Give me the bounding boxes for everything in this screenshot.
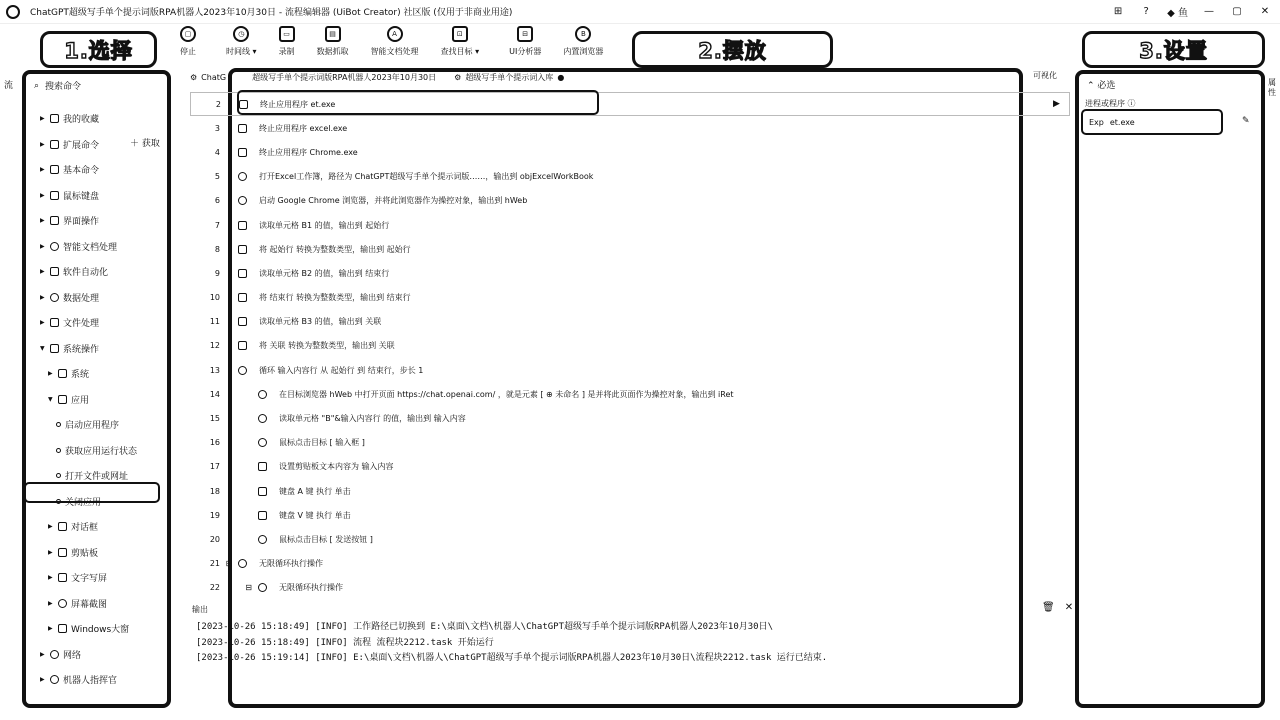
left-edge-label[interactable]: 流 (4, 81, 14, 91)
command-dot-icon (56, 422, 61, 427)
tree-item-app-status[interactable] (30, 438, 166, 464)
run-step-icon[interactable]: ▶ (1053, 99, 1060, 109)
infinite-loop-icon (258, 583, 267, 592)
tree-item-windows[interactable] (30, 616, 166, 642)
stop-button[interactable] (180, 26, 196, 57)
record-button[interactable] (279, 26, 295, 57)
cell-read-icon (238, 269, 247, 278)
properties-side-tab[interactable]: 属性 (1268, 78, 1276, 97)
step-text: 打开Excel工作簿，路径为 ChatGPT超级写手单个提示词版……，输出到 objExcelWorkBook (259, 172, 594, 182)
line-number: 10 (209, 293, 220, 303)
record-icon: ▭ (279, 26, 295, 42)
step-text: 将 起始行 转换为整数类型，输出到 起始行 (259, 244, 411, 254)
line-number: 18 (209, 486, 220, 496)
tree-item-idp[interactable] (30, 234, 166, 260)
tree-item-label: 扩展命令 (63, 140, 100, 151)
idp-tree-icon (50, 242, 59, 251)
line-number: 22 (209, 583, 220, 593)
tree-item-commander[interactable] (30, 667, 166, 693)
cell-read-icon (238, 317, 247, 326)
user-menu[interactable]: ◆ 鱼 (1167, 8, 1188, 19)
dialog-icon (58, 522, 67, 531)
tree-item-label: 文字写屏 (71, 574, 108, 585)
keyboard-icon (258, 487, 267, 496)
line-number: 7 (214, 220, 220, 230)
process-field-value: et.exe (1109, 117, 1135, 127)
browser-icon: B (575, 26, 591, 42)
step-text: 将 关联 转换为整数类型，输出到 关联 (259, 341, 395, 351)
tree-item-favorites[interactable] (30, 106, 166, 132)
expand-icon: ▶ (40, 242, 45, 250)
step-row[interactable] (190, 165, 1070, 189)
tree-item-ui-ops[interactable] (30, 208, 166, 234)
edit-icon[interactable]: ✎ (1242, 116, 1250, 126)
tree-item-label: 鼠标键盘 (63, 191, 100, 202)
line-number: 13 (209, 365, 220, 375)
timeline-button[interactable] (226, 26, 257, 57)
step-text: 鼠标点击目标 [ 输入框 ] (279, 438, 365, 448)
apps-icon (58, 395, 67, 404)
line-number: 19 (209, 510, 220, 520)
line-number: 5 (214, 172, 220, 182)
find-target-label: 查找目标 ▾ (440, 47, 480, 56)
step-text: 无限循环执行操作 (279, 583, 343, 593)
screenshot-icon (58, 599, 67, 608)
tree-item-label: 应用 (71, 395, 90, 406)
data-icon (50, 293, 59, 302)
ui-ops-icon (50, 216, 59, 225)
line-number: 3 (214, 123, 220, 133)
step-text: 启动 Google Chrome 浏览器，并将此浏览器作为操控对象，输出到 hWeb (259, 196, 528, 206)
step-row[interactable] (190, 431, 1070, 455)
expand-icon: ▶ (40, 268, 45, 276)
step-row[interactable] (190, 358, 1070, 382)
tab-flow[interactable] (190, 73, 226, 82)
step-text: 键盘 V 键 执行 单击 (279, 510, 351, 520)
line-number: 2 (215, 99, 221, 109)
tab-flow-label: ChatG (201, 72, 227, 82)
editor-tabs (190, 70, 1070, 84)
tree-item-label: 界面操作 (63, 217, 100, 228)
idp-label: 智能文档处理 (370, 47, 419, 56)
clock-icon: ◷ (233, 26, 249, 42)
step-text: 将 结束行 转换为整数类型，输出到 结束行 (259, 293, 411, 303)
network-icon (50, 650, 59, 659)
browser-open-icon (258, 390, 267, 399)
visual-view-label: 可视化 (1033, 71, 1057, 80)
get-more-link[interactable]: ＋ 获取 (130, 139, 160, 149)
tree-item-label: 网络 (63, 650, 82, 661)
block-icon: ⚙ (454, 72, 462, 82)
line-number: 8 (214, 244, 220, 254)
line-number: 17 (209, 462, 220, 472)
step-row[interactable] (190, 213, 1070, 237)
tree-item-dialog[interactable] (30, 514, 166, 540)
close-button[interactable]: ✕ (1260, 6, 1270, 17)
window-controls (1111, 4, 1272, 19)
tree-item-label: 系统操作 (63, 344, 100, 355)
tree-item-label: 关闭应用 (65, 497, 102, 508)
step-row[interactable] (190, 310, 1070, 334)
tree-item-label: 打开文件或网址 (65, 472, 129, 483)
line-number: 12 (209, 341, 220, 351)
trash-icon[interactable]: 🗑 (1042, 602, 1055, 613)
tree-item-screen-text[interactable] (30, 565, 166, 591)
properties-panel (1075, 70, 1265, 708)
step-row[interactable] (190, 286, 1070, 310)
tree-item-screenshot[interactable] (30, 591, 166, 617)
step-text: 无限循环执行操作 (259, 559, 323, 569)
system-sub-icon (58, 369, 67, 378)
line-number: 14 (209, 389, 220, 399)
search-icon: ⌕ (34, 80, 40, 91)
tree-item-network[interactable] (30, 642, 166, 668)
chrome-icon (238, 196, 247, 205)
line-number: 20 (209, 534, 220, 544)
builtin-browser-button[interactable] (563, 26, 603, 57)
ui-analyzer-icon: ⊟ (517, 26, 533, 42)
find-target-icon: ⊡ (452, 26, 468, 42)
flow-icon: ⚙ (190, 72, 198, 82)
windows-icon (58, 624, 67, 633)
convert-icon (238, 341, 247, 350)
step-marker-settings (1082, 31, 1265, 68)
screen-text-icon (58, 573, 67, 582)
stop-icon: ▢ (180, 26, 196, 42)
tree-item-label: 数据处理 (63, 293, 100, 304)
mouse-click-icon (258, 438, 267, 447)
output-title: 输出 (192, 605, 208, 614)
builtin-browser-label: 内置浏览器 (563, 47, 604, 56)
loop-icon (238, 366, 247, 375)
mouse-keyboard-icon (50, 191, 59, 200)
log-line: [2023-10-26 15:18:49] [INFO] 流程 流程块2212.task 开始运行 (196, 637, 494, 648)
line-number: 15 (209, 414, 220, 424)
data-scrape-label: 数据抓取 (316, 47, 349, 56)
tree-item-system-ops[interactable] (30, 336, 166, 362)
output-log (196, 620, 827, 667)
keyboard-icon (258, 511, 267, 520)
step-row[interactable] (190, 552, 1070, 576)
tree-item-launch-app[interactable] (30, 412, 166, 438)
terminate-app-icon (238, 148, 247, 157)
step-marker-place-text: 2.摆放 (698, 38, 767, 63)
cell-read-icon (258, 414, 267, 423)
tree-item-apps[interactable] (30, 387, 166, 413)
placed-step-highlight (237, 90, 599, 115)
expand-icon: ▶ (40, 650, 45, 658)
step-marker-select-text: 1.选择 (64, 38, 133, 63)
process-field-label: 进程或程序 ⓘ (1085, 99, 1136, 108)
timeline-label: 时间线 ▾ (226, 47, 257, 56)
line-number: 9 (214, 268, 220, 278)
collapse-block-icon[interactable]: ⊟ (245, 583, 252, 593)
tab-block-label: 超级写手单个提示词入库 (465, 72, 554, 82)
maximize-button[interactable]: ▢ (1232, 6, 1242, 17)
log-line: [2023-10-26 15:18:49] [INFO] 工作路径已切换到 E:\桌面\文档\机器人\ChatGPT超级写手单个提示词版RPA机器人2023年10月30日\ (196, 622, 774, 632)
get-more-label: 获取 (141, 139, 160, 149)
clipboard-icon (58, 548, 67, 557)
required-section-header[interactable]: ⌃ 必选 (1087, 81, 1116, 91)
commander-icon (50, 675, 59, 684)
step-row[interactable] (190, 189, 1070, 213)
visual-view-toggle[interactable] (1033, 70, 1057, 81)
step-row[interactable] (190, 455, 1070, 479)
step-row[interactable] (190, 406, 1070, 430)
step-marker-place (632, 31, 833, 68)
step-row[interactable] (190, 140, 1070, 164)
terminate-app-icon (238, 124, 247, 133)
idp-button[interactable] (371, 26, 419, 57)
data-scrape-button[interactable] (317, 26, 349, 57)
tree-item-label: 获取应用运行状态 (65, 446, 138, 457)
step-row[interactable] (190, 382, 1070, 406)
step-text: 循环 输入内容行 从 起始行 到 结束行，步长 1 (259, 365, 424, 375)
tree-item-label: 启动应用程序 (65, 421, 120, 432)
step-row[interactable] (190, 479, 1070, 503)
mouse-click-icon (258, 535, 267, 544)
expression-icon: Exp (1089, 117, 1104, 127)
step-text: 读取单元格 B2 的值，输出到 结束行 (259, 268, 390, 278)
command-dot-icon (56, 448, 61, 453)
collapse-icon: ▼ (40, 344, 45, 352)
step-text: 在目标浏览器 hWeb 中打开页面 https://chat.openai.com/ ，就是元素 [ ⊕ 未命名 ] 是并将此页面作为操控对象，输出到 iRet (279, 389, 734, 399)
command-search[interactable] (34, 79, 81, 92)
clipboard-set-icon (258, 462, 267, 471)
tree-item-files[interactable] (30, 310, 166, 336)
tree-item-label: 智能文档处理 (63, 242, 118, 253)
output-actions (1042, 602, 1073, 613)
expand-icon: ▶ (40, 191, 45, 199)
convert-icon (238, 293, 247, 302)
software-icon (50, 267, 59, 276)
expand-icon: ▶ (48, 523, 53, 531)
command-dot-icon (56, 473, 61, 478)
line-number: 4 (214, 147, 220, 157)
excel-icon (238, 172, 247, 181)
window-title: ChatGPT超级写手单个提示词版RPA机器人2023年10月30日 - 流程编辑器 (UiBot Creator) 社区版 (仅用于非商业用途) (30, 8, 513, 18)
log-line: [2023-10-26 15:19:14] [INFO] E:\桌面\文档\机器人\ChatGPT超级写手单个提示词版RPA机器人2023年10月30日\流程块2212.task 运行已结束. (196, 653, 828, 663)
tree-item-clipboard[interactable] (30, 540, 166, 566)
line-number: 16 (209, 438, 220, 448)
minimize-button[interactable]: — (1204, 6, 1214, 17)
system-icon (50, 344, 59, 353)
step-row[interactable] (190, 334, 1070, 358)
tree-item-mouse-keyboard[interactable] (30, 183, 166, 209)
close-tab-icon[interactable]: ● (557, 72, 565, 82)
expand-icon: ▶ (40, 319, 45, 327)
tree-item-extensions[interactable] (30, 132, 166, 158)
grid-icon[interactable]: ⊞ (1113, 6, 1123, 17)
step-text: 读取单元格 B3 的值，输出到 关联 (259, 317, 382, 327)
line-number: 6 (214, 196, 220, 206)
line-number: 21 (209, 559, 220, 569)
tree-item-label: 软件自动化 (63, 268, 109, 279)
expand-icon: ▶ (40, 166, 45, 174)
step-text: 终止应用程序 Chrome.exe (259, 147, 358, 157)
record-label: 录制 (278, 47, 295, 56)
step-row[interactable] (190, 576, 1070, 600)
convert-icon (238, 245, 247, 254)
expand-icon: ▶ (48, 370, 53, 378)
tree-item-label: 文件处理 (63, 319, 100, 330)
step-text: 读取单元格 "B"&输入内容行 的值，输出到 输入内容 (279, 414, 466, 424)
selected-command-highlight (24, 482, 160, 503)
collapse-block-icon[interactable]: ⊟ (225, 559, 233, 569)
tab-doc-label: 超级写手单个提示词版RPA机器人2023年10月30日 (252, 72, 437, 82)
extensions-icon (50, 140, 59, 149)
cell-read-icon (238, 221, 247, 230)
basic-icon (50, 165, 59, 174)
help-icon[interactable]: ? (1143, 6, 1149, 17)
step-marker-select (40, 31, 157, 68)
expand-icon: ▶ (48, 599, 53, 607)
expand-icon: ▶ (48, 625, 53, 633)
tree-item-label: 对话框 (71, 523, 99, 534)
expand-icon: ▶ (40, 217, 45, 225)
close-output-icon[interactable]: ✕ (1064, 602, 1074, 613)
ui-analyzer-button[interactable] (509, 26, 541, 57)
step-row[interactable] (190, 116, 1070, 140)
expand-icon: ▶ (40, 293, 45, 301)
tree-item-label: 剪贴板 (71, 548, 99, 559)
step-text: 读取单元格 B1 的值，输出到 起始行 (259, 220, 390, 230)
collapse-icon: ▼ (48, 395, 53, 403)
file-icon (50, 318, 59, 327)
tab-block[interactable] (454, 72, 564, 83)
step-row[interactable] (190, 261, 1070, 285)
command-tree (30, 106, 166, 693)
tree-item-label: 我的收藏 (63, 115, 100, 126)
tree-item-data[interactable] (30, 285, 166, 311)
tab-doc[interactable] (252, 72, 436, 83)
step-text: 终止应用程序 et.exe (260, 99, 336, 109)
tree-item-software-auto[interactable] (30, 259, 166, 285)
step-text: 鼠标点击目标 [ 发送按钮 ] (279, 534, 373, 544)
tree-item-label: 基本命令 (63, 166, 100, 177)
idp-icon: A (387, 26, 403, 42)
expand-icon: ▶ (40, 115, 45, 123)
step-row[interactable] (190, 527, 1070, 551)
line-number: 11 (209, 317, 220, 327)
ui-analyzer-label: UI分析器 (509, 47, 542, 56)
favorites-icon (50, 114, 59, 123)
flow-steps (190, 92, 1070, 600)
command-search-placeholder: 搜索命令 (45, 82, 82, 92)
data-scrape-icon: ▤ (325, 26, 341, 42)
infinite-loop-icon (238, 559, 247, 568)
tree-item-label: 屏幕截图 (71, 599, 108, 610)
tree-item-basic[interactable] (30, 157, 166, 183)
tree-item-label: 机器人指挥官 (63, 676, 118, 687)
step-row[interactable] (190, 503, 1070, 527)
toolbar (180, 26, 625, 66)
expand-icon: ▶ (48, 574, 53, 582)
find-target-button[interactable] (441, 26, 480, 57)
expand-icon: ▶ (40, 140, 45, 148)
process-field[interactable] (1081, 109, 1223, 135)
tree-item-label: 系统 (71, 370, 90, 381)
tree-item-label: Windows大窗 (71, 625, 130, 636)
stop-label: 停止 (180, 47, 196, 56)
tree-item-system[interactable] (30, 361, 166, 387)
expand-icon: ▶ (48, 548, 53, 556)
step-marker-settings-text: 3.设置 (1139, 38, 1208, 63)
title-bar (0, 0, 1280, 24)
step-text: 终止应用程序 excel.exe (259, 123, 348, 133)
expand-icon: ▶ (40, 676, 45, 684)
step-row[interactable] (190, 237, 1070, 261)
app-logo-icon (6, 5, 20, 19)
step-text: 设置剪贴板文本内容为 输入内容 (279, 462, 394, 472)
step-text: 键盘 A 键 执行 单击 (279, 486, 351, 496)
